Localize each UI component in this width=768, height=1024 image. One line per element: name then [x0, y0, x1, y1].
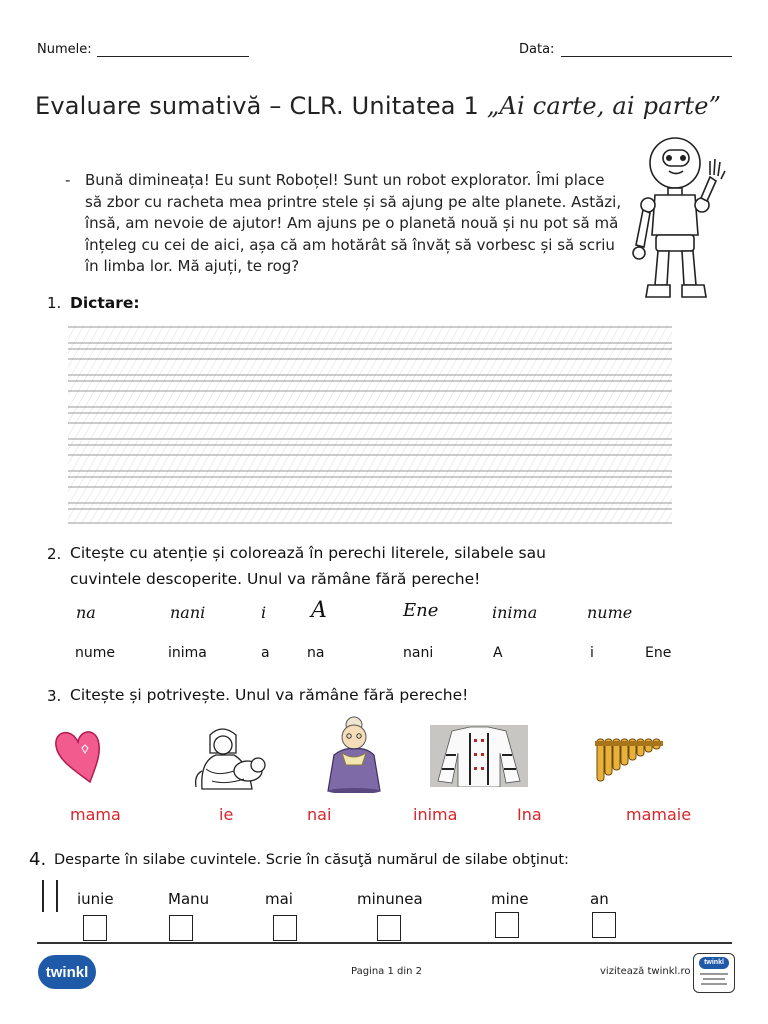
intro-text: Bună dimineața! Eu sunt Roboțel! Sunt un robot explorator. Îmi place să zbor cu racheta mea printre stele și să ajung pe alte planete. Astăzi, însă, am nevoie de ajutor! Am ajuns pe o planetă nouă și nu pot să mă înțeleg cu cei de aici, așa că am hotărât să învăț să vorbesc și să scriu în limba lor. Mă ajuți, te rog?	[85, 171, 622, 275]
syllable-count-box[interactable]	[377, 915, 401, 941]
print-word[interactable]: inima	[168, 645, 207, 661]
print-word[interactable]: nani	[403, 645, 434, 661]
intro-dash: -	[65, 171, 71, 189]
date-field-line[interactable]	[561, 56, 732, 57]
cursive-word[interactable]: nani	[170, 603, 206, 622]
cursive-word[interactable]: Ene	[403, 600, 439, 621]
match-word[interactable]: Ina	[517, 805, 542, 824]
grandmother-icon[interactable]	[322, 713, 384, 793]
intro-paragraph	[65, 170, 625, 278]
tally-mark	[56, 880, 58, 912]
match-word[interactable]: nai	[307, 805, 332, 824]
syllable-word: minunea	[357, 890, 423, 908]
print-word[interactable]: nume	[75, 645, 115, 661]
match-word[interactable]: mamaie	[626, 805, 692, 824]
cursive-word[interactable]: nume	[587, 603, 633, 622]
match-word[interactable]: ie	[219, 805, 234, 824]
syllable-count-box[interactable]	[169, 915, 193, 941]
syllable-count-box[interactable]	[273, 915, 297, 941]
q3-number: 3.	[47, 687, 62, 705]
q1-number: 1.	[47, 294, 62, 312]
print-word[interactable]: a	[261, 645, 270, 661]
q1-title: Dictare:	[70, 294, 140, 312]
tally-mark	[42, 880, 44, 912]
q2-line-2: cuvintele descoperite. Unul va rămâne fără pereche!	[70, 570, 481, 588]
syllable-word: iunie	[77, 890, 114, 908]
print-word[interactable]: Ene	[645, 645, 672, 661]
date-label: Data:	[519, 42, 555, 57]
match-word[interactable]: mama	[70, 805, 121, 824]
quality-badge	[693, 953, 735, 993]
quality-badge-text: twinkl	[704, 959, 724, 966]
cursive-word[interactable]: i	[261, 603, 267, 622]
q3-title: Citește și potrivește. Unul va rămâne fără pereche!	[70, 686, 469, 704]
q2-line-1: Citește cu atenție și colorează în perechi literele, silabele sau	[70, 544, 546, 562]
cursive-word[interactable]: inima	[492, 603, 538, 622]
heart-icon[interactable]	[52, 726, 104, 784]
robot-icon	[630, 135, 740, 315]
badge-line	[700, 973, 728, 975]
syllable-word: an	[590, 890, 609, 908]
badge-line	[701, 983, 727, 985]
q4-title: Desparte în silabe cuvintele. Scrie în căsuţă numărul de silabe obţinut:	[54, 852, 569, 868]
title-italic: „Ai carte, ai parte”	[486, 92, 722, 120]
cursive-word[interactable]: na	[76, 603, 96, 622]
syllable-count-box[interactable]	[83, 915, 107, 941]
name-label: Numele:	[37, 42, 92, 57]
cursive-word[interactable]: A	[311, 598, 327, 623]
print-word[interactable]: na	[307, 645, 325, 661]
page-number: Pagina 1 din 2	[351, 966, 423, 977]
twinkl-logo-text: twinkl	[45, 963, 89, 981]
mother-baby-icon[interactable]	[192, 725, 272, 793]
syllable-count-box[interactable]	[495, 912, 519, 938]
print-word[interactable]: i	[590, 645, 594, 661]
q2-number: 2.	[47, 545, 62, 563]
title-main: Evaluare sumativă – CLR. Unitatea 1	[35, 92, 487, 120]
syllable-word: mai	[265, 890, 293, 908]
syllable-count-box[interactable]	[592, 912, 616, 938]
footer-divider	[37, 942, 732, 944]
visit-link[interactable]: vizitează twinkl.ro	[600, 966, 691, 977]
twinkl-logo[interactable]	[38, 955, 96, 989]
print-word[interactable]: A	[493, 645, 503, 661]
dictation-lines[interactable]	[68, 325, 672, 525]
quality-badge-logo	[699, 957, 729, 969]
syllable-word: Manu	[168, 890, 210, 908]
match-word[interactable]: inima	[413, 805, 458, 824]
pan-flute-icon[interactable]	[593, 735, 665, 785]
blouse-ie-icon[interactable]	[430, 725, 528, 787]
badge-line	[703, 978, 725, 980]
name-field-line[interactable]	[97, 56, 249, 57]
page-title	[35, 92, 721, 120]
syllable-word: mine	[491, 890, 529, 908]
q4-number: 4.	[29, 849, 47, 870]
